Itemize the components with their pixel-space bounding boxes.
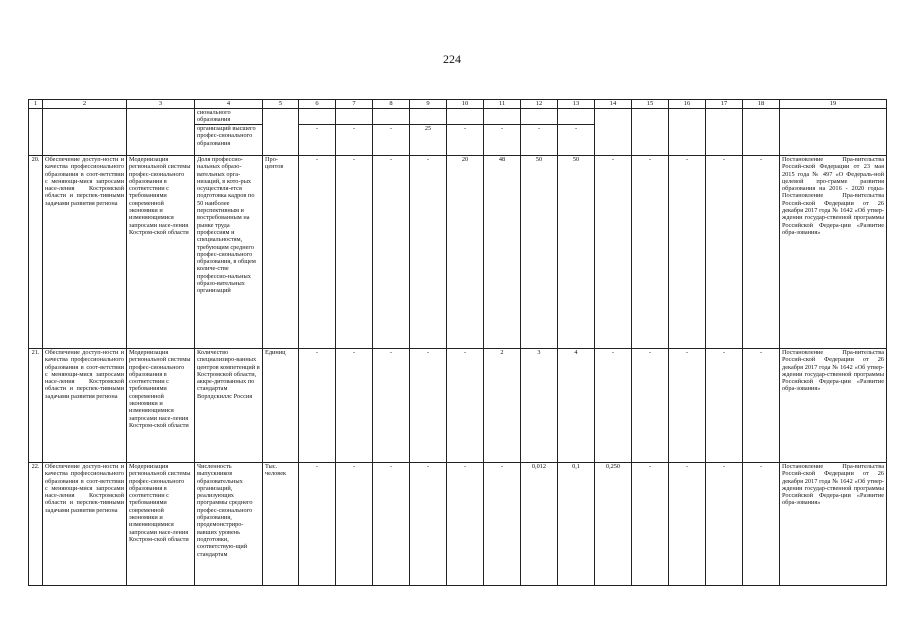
unit-cell: Про-центов xyxy=(263,156,299,349)
header-col-16: 16 xyxy=(669,100,706,109)
value-cell: - xyxy=(373,349,410,463)
header-col-5: 5 xyxy=(263,100,299,109)
value-cell: - xyxy=(484,463,521,586)
value-cell: - xyxy=(373,156,410,349)
header-col-18: 18 xyxy=(743,100,780,109)
row-number: 20. xyxy=(29,156,43,349)
value-cell: - xyxy=(632,156,669,349)
value-cell: - xyxy=(299,463,336,586)
basis-cell: Постановление Пра-вительства Россий-ской Федерации от 23 мая 2015 года № 497 «О Федераль-ной целевой про-грамме развития образования на 2016 - 2020 годы» Постановление Пра-вительства Россий-ской Федерации от 26 декабря 2017 года № 1642 «Об утвер-ждении государ-ственной программы Российской Федера-ции «Развитие обра-зования» xyxy=(780,156,887,349)
carry-row-a xyxy=(29,109,887,125)
value-cell: - xyxy=(743,156,780,349)
basis-cell: Постановление Пра-вительства Россий-ской Федерации от 26 декабря 2017 года № 1642 «Об утвер-ждении государ-ственной программы Российской Федера-ции «Развитие обра-зования» xyxy=(780,349,887,463)
value-cell: 50 xyxy=(521,156,558,349)
value-cell: - xyxy=(706,463,743,586)
indicator-cell: Количество специализиро-ванных центров компетенций в Костромской области, аккре-дитованных по стандартам Ворлдскиллс Россия xyxy=(195,349,263,463)
value-cell: 4 xyxy=(558,349,595,463)
value-cell: - xyxy=(632,463,669,586)
header-col-8: 8 xyxy=(373,100,410,109)
header-col-1: 1 xyxy=(29,100,43,109)
header-col-15: 15 xyxy=(632,100,669,109)
table-row xyxy=(29,156,887,349)
task-cell: Обеспечение доступ-ности и качества профессионального образования в соот-ветствии с меняющи-мися запросами насе-ления Костромской области и перспек-тивными задачами развития региона xyxy=(43,349,127,463)
header-col-4: 4 xyxy=(195,100,263,109)
value-cell: - xyxy=(410,156,447,349)
value-cell: - xyxy=(373,463,410,586)
value-cell: - xyxy=(336,156,373,349)
value-cell: - xyxy=(743,349,780,463)
table-row xyxy=(29,463,887,586)
value-cell: - xyxy=(447,349,484,463)
header-col-13: 13 xyxy=(558,100,595,109)
task-cell: Обеспечение доступ-ности и качества профессионального образования в соот-ветствии с меняющи-мися запросами насе-ления Костромской области и перспек-тивными задачами развития региона xyxy=(43,463,127,586)
value-cell: - xyxy=(632,349,669,463)
task-cell: Обеспечение доступ-ности и качества профессионального образования в соот-ветствии с меняющи-мися запросами насе-ления Костромской области и перспек-тивными задачами развития региона xyxy=(43,156,127,349)
carry-value: - xyxy=(447,125,484,156)
value-cell: - xyxy=(336,349,373,463)
carry-value: - xyxy=(484,125,521,156)
value-cell: - xyxy=(595,349,632,463)
carry-value: - xyxy=(299,125,336,156)
carry-value: - xyxy=(521,125,558,156)
unit-cell: Тыс. человек xyxy=(263,463,299,586)
measure-cell: Модернизация региональной системы профес-сионального образования в соответствии с требованиями современной экономики и изменяющимися запросами насе-ления Костром-ской области xyxy=(127,349,195,463)
header-col-7: 7 xyxy=(336,100,373,109)
page-number: 224 xyxy=(443,52,461,66)
header-col-19: 19 xyxy=(780,100,887,109)
value-cell: - xyxy=(299,349,336,463)
measure-cell: Модернизация региональной системы профес-сионального образования в соответствии с требованиями современной экономики и изменяющимися запросами насе-ления Костром-ской области xyxy=(127,463,195,586)
indicator-cell: Доля профессио-нальных образо-вательных орга-низаций, в кото-рых осуществля-ется подготовка кадров по 50 наиболее перспективным и востребованным на рынке труда профессиям и специальностям, требующим среднего профес-сионального образования, в общем количе-стве профессио-нальных образо-вательных организаций xyxy=(195,156,263,349)
value-cell: - xyxy=(410,463,447,586)
value-cell: - xyxy=(336,463,373,586)
value-cell: 0,012 xyxy=(521,463,558,586)
measure-cell: Модернизация региональной системы профес-сионального образования в соответствии с требованиями современной экономики и изменяющимися запросами насе-ления Костром-ской области xyxy=(127,156,195,349)
row-number: 22. xyxy=(29,463,43,586)
header-col-2: 2 xyxy=(43,100,127,109)
header-col-3: 3 xyxy=(127,100,195,109)
value-cell: - xyxy=(447,463,484,586)
header-col-14: 14 xyxy=(595,100,632,109)
header-col-6: 6 xyxy=(299,100,336,109)
header-col-9: 9 xyxy=(410,100,447,109)
value-cell: 50 xyxy=(558,156,595,349)
value-cell: 48 xyxy=(484,156,521,349)
header-col-11: 11 xyxy=(484,100,521,109)
table-row xyxy=(29,349,887,463)
value-cell: 3 xyxy=(521,349,558,463)
carry-indicator-a: сионального образования xyxy=(195,109,263,125)
value-cell: - xyxy=(669,463,706,586)
indicators-table xyxy=(28,99,887,586)
carry-value: - xyxy=(558,125,595,156)
header-col-17: 17 xyxy=(706,100,743,109)
header-row xyxy=(29,100,887,109)
value-cell: - xyxy=(669,156,706,349)
carry-value: - xyxy=(336,125,373,156)
value-cell: - xyxy=(706,156,743,349)
unit-cell: Единиц xyxy=(263,349,299,463)
carry-indicator-b: организаций высшего профес-сионального образования xyxy=(195,125,263,156)
header-col-12: 12 xyxy=(521,100,558,109)
carry-value: 25 xyxy=(410,125,447,156)
value-cell: 20 xyxy=(447,156,484,349)
value-cell: 0,1 xyxy=(558,463,595,586)
value-cell: - xyxy=(669,349,706,463)
value-cell: - xyxy=(410,349,447,463)
carry-value: - xyxy=(373,125,410,156)
value-cell: - xyxy=(743,463,780,586)
indicator-cell: Численность выпускников образовательных организаций, реализующих программы среднего профес-сионального образования, продемонстриро-вавших уровень подготовки, соответствую-щий стандартам xyxy=(195,463,263,586)
value-cell: 2 xyxy=(484,349,521,463)
value-cell: - xyxy=(299,156,336,349)
value-cell: - xyxy=(706,349,743,463)
value-cell: - xyxy=(595,156,632,349)
row-number: 21. xyxy=(29,349,43,463)
header-col-10: 10 xyxy=(447,100,484,109)
value-cell: 0,250 xyxy=(595,463,632,586)
basis-cell: Постановление Пра-вительства Россий-ской Федерации от 26 декабря 2017 года № 1642 «Об утвер-ждении государ-ственной программы Российской Федера-ции «Развитие обра-зования» xyxy=(780,463,887,586)
